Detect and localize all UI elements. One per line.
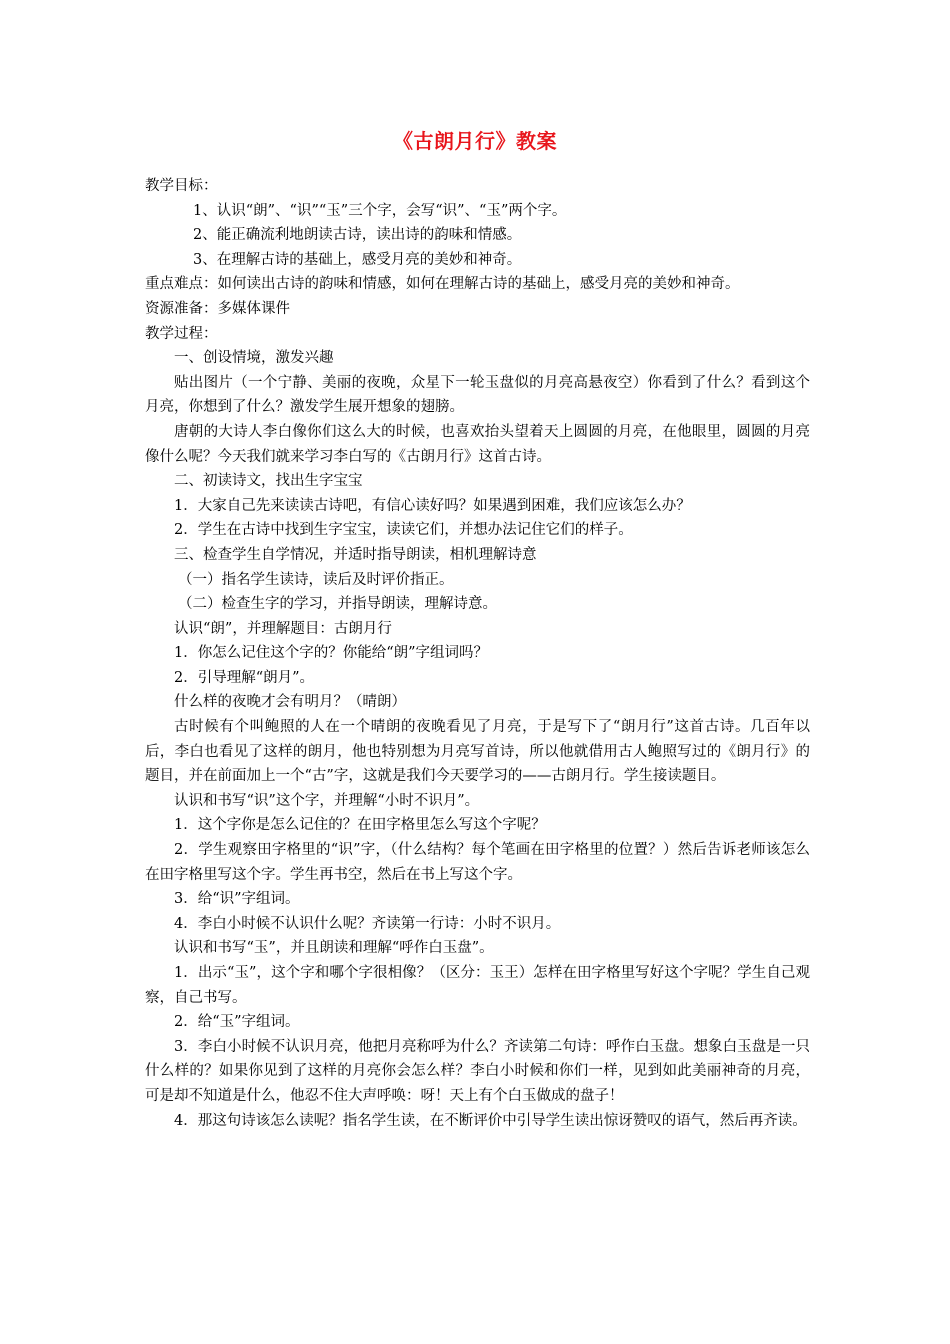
- shi-item-2: 2．学生观察田字格里的“识”字，（什么结构？每个笔画在田字格里的位置？）然后告诉老师该怎么在田字格里写这个字。学生再书空，然后在书上写这个字。: [145, 842, 810, 883]
- section-3-heading: 三、检查学生自学情况，并适时指导朗读，相机理解诗意: [174, 546, 537, 563]
- shi-item-1: 1．这个字你是怎么记住的？在田字格里怎么写这个字呢？: [174, 817, 546, 834]
- section-3-sub-2: （二）检查生字的学习，并指导朗读，理解诗意。: [178, 596, 497, 613]
- lang-item-1: 1．你怎么记住这个字的？你能给“朗”字组词吗？: [174, 645, 489, 662]
- section-2-heading: 二、初读诗文，找出生字宝宝: [174, 473, 363, 490]
- goals-label: 教学目标：: [145, 178, 218, 194]
- lang-heading: 认识“朗”，并理解题目：古朗月行: [174, 620, 392, 637]
- shi-item-3: 3．给“识”字组词。: [174, 891, 300, 908]
- section-2-item-2: 2．学生在古诗中找到生字宝宝，读读它们，并想办法记住它们的样子。: [174, 522, 633, 539]
- yu-item-2: 2．给“玉”字组词。: [174, 1014, 300, 1031]
- resources: 资源准备：多媒体课件: [145, 300, 290, 317]
- document-title: 《古朗月行》教案: [393, 129, 557, 153]
- yu-item-1: 1．出示“玉”，这个字和哪个字很相像？（区分：玉王）怎样在田字格里写好这个字呢？学生自己观察，自己书写。: [145, 965, 810, 1006]
- goal-1: 1、认识“朗”、“识”“玉”三个字，会写“识”、“玉”两个字。: [193, 202, 567, 219]
- section-1-paragraph-2: 唐朝的大诗人李白像你们这么大的时候，也喜欢抬头望着天上圆圆的月亮，在他眼里，圆圆的月亮像什么呢？今天我们就来学习李白写的《古朗月行》这首古诗。: [145, 423, 810, 465]
- document-body: [145, 174, 810, 1133]
- lang-question: 什么样的夜晚才会有明月？（晴朗）: [174, 694, 406, 711]
- yu-item-3: 3．李白小时候不认识月亮，他把月亮称呼为什么？齐读第二句诗：呼作白玉盘。想象白玉盘是一只什么样的？如果你见到了这样的月亮你会怎么样？李白小时候和你们一样，见到如此美丽神奇的月亮，可是却不知道是什么，他忍不住大声呼唤：呀！天上有个白玉做成的盘子！: [145, 1038, 810, 1104]
- yu-heading: 认识和书写“玉”，并且朗读和理解“呼作白玉盘”。: [174, 940, 494, 957]
- goal-2: 2、能正确流利地朗读古诗，读出诗的韵味和情感。: [193, 227, 522, 244]
- goal-3: 3、在理解古诗的基础上，感受月亮的美妙和神奇。: [193, 251, 522, 268]
- lang-item-2: 2．引导理解“朗月”。: [174, 669, 315, 686]
- section-1-paragraph-1: 贴出图片（一个宁静、美丽的夜晚，众星下一轮玉盘似的月亮高悬夜空）你看到了什么？看到这个月亮，你想到了什么？激发学生展开想象的翅膀。: [145, 374, 810, 416]
- process-label: 教学过程：: [145, 325, 218, 342]
- shi-heading: 认识和书写“识”这个字，并理解“小时不识月”。: [174, 792, 480, 809]
- yu-item-4: 4．那这句诗该怎么读呢？指名学生读，在不断评价中引导学生读出惊讶赞叹的语气，然后再齐读。: [174, 1112, 807, 1129]
- lang-paragraph: 古时候有个叫鲍照的人在一个晴朗的夜晚看见了月亮，于是写下了“朗月行”这首古诗。几百年以后，李白也看见了这样的朗月，他也特别想为月亮写首诗，所以他就借用古人鲍照写过的《朗月行》的题目，并在前面加上一个“古”字，这就是我们今天要学习的——古朗月行。学生接读题目。: [145, 719, 810, 785]
- section-2-item-1: 1．大家自己先来读读古诗吧，有信心读好吗？如果遇到困难，我们应该怎么办？: [174, 497, 691, 514]
- key-points: 重点难点：如何读出古诗的韵味和情感，如何在理解古诗的基础上，感受月亮的美妙和神奇。: [145, 276, 740, 293]
- section-3-sub-1: （一）指名学生读诗，读后及时评价指正。: [178, 571, 454, 588]
- section-1-heading: 一、创设情境，激发兴趣: [174, 350, 334, 367]
- shi-item-4: 4．李白小时候不认识什么呢？齐读第一行诗：小时不识月。: [174, 915, 561, 932]
